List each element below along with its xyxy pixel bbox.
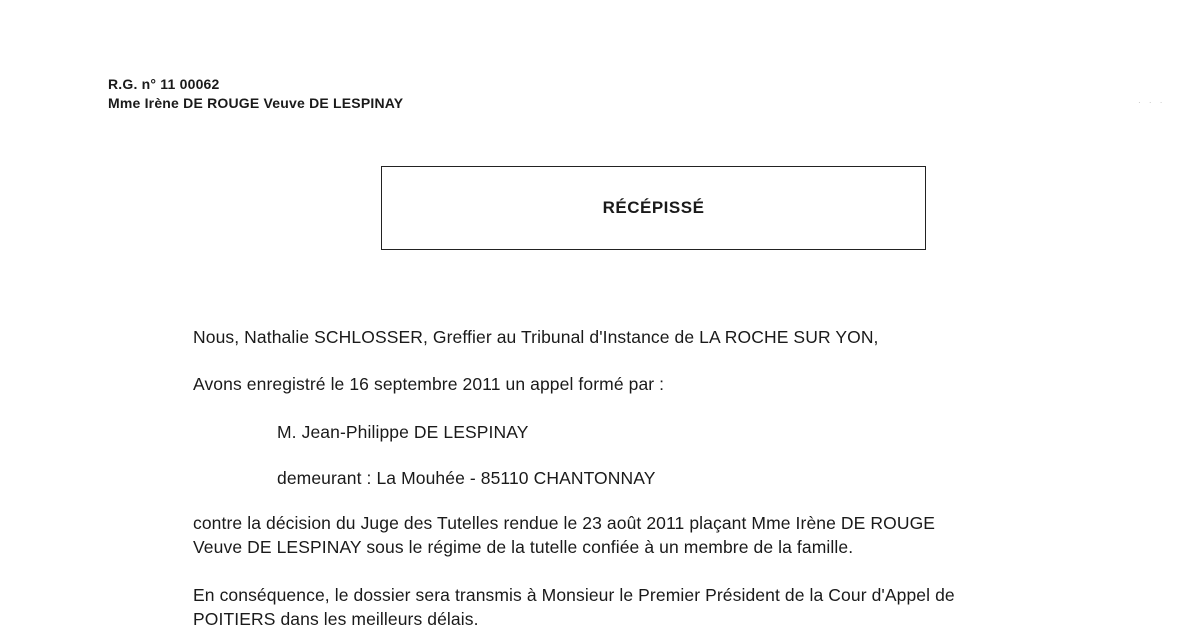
- decision-line-2: Veuve DE LESPINAY sous le régime de la tutelle confiée à un membre de la famille.: [193, 537, 854, 557]
- consequence-line-2: POITIERS dans les meilleurs délais.: [193, 609, 479, 629]
- intro-paragraph: Nous, Nathalie SCHLOSSER, Greffier au Tribunal d'Instance de LA ROCHE SUR YON,: [193, 327, 879, 347]
- title-box: [381, 166, 926, 250]
- registration-paragraph: Avons enregistré le 16 septembre 2011 un appel formé par :: [193, 374, 665, 394]
- scan-speck: · · ·: [1138, 98, 1166, 107]
- appellant-name: M. Jean-Philippe DE LESPINAY: [277, 422, 529, 442]
- case-subject: Mme Irène DE ROUGE Veuve DE LESPINAY: [108, 95, 404, 111]
- case-reference: R.G. n° 11 00062: [108, 76, 220, 92]
- consequence-line-1: En conséquence, le dossier sera transmis à Monsieur le Premier Président de la Cour d'Appel de: [193, 585, 955, 605]
- appellant-address: demeurant : La Mouhée - 85110 CHANTONNAY: [277, 468, 656, 488]
- document-title: RÉCÉPISSÉ: [602, 198, 705, 217]
- decision-line-1: contre la décision du Juge des Tutelles rendue le 23 août 2011 plaçant Mme Irène DE ROUGE: [193, 513, 936, 533]
